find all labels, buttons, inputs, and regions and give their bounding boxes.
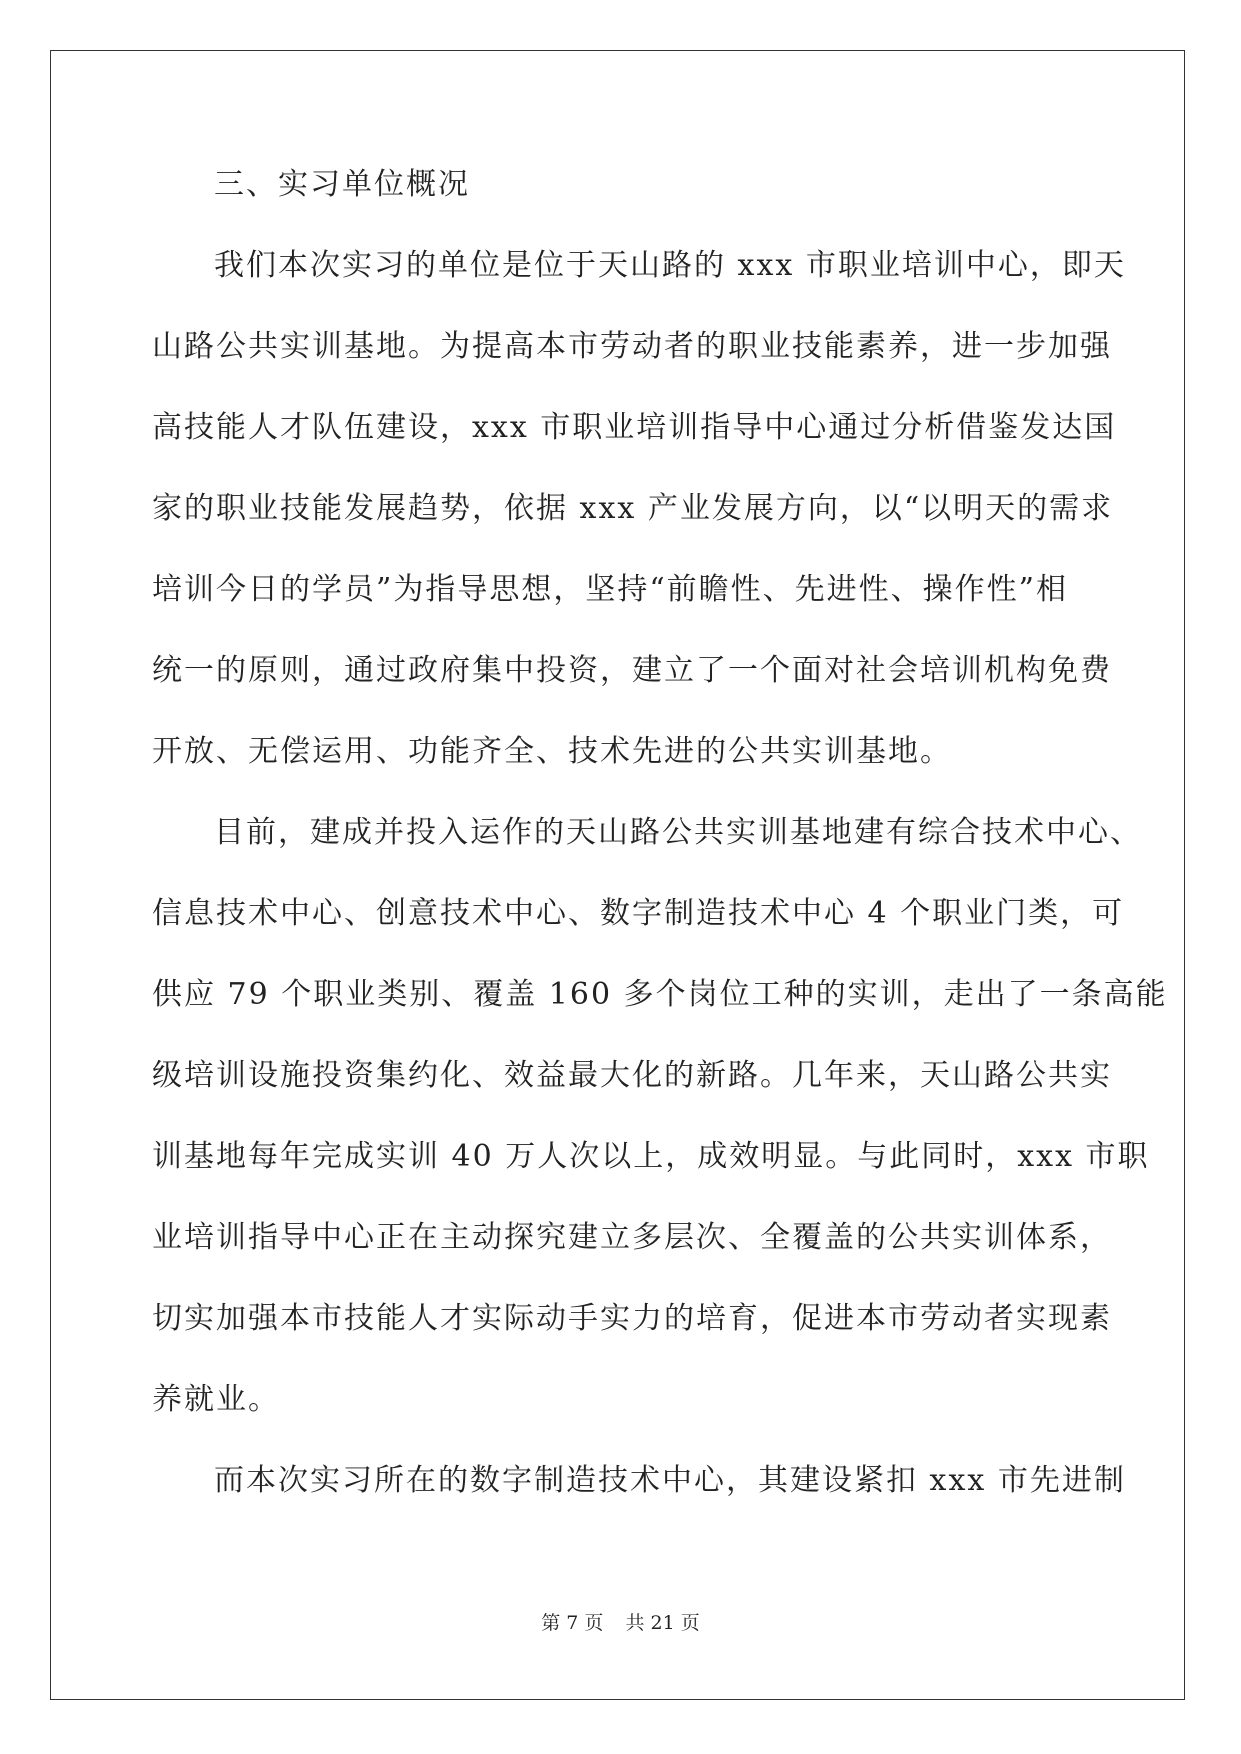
paragraph-line: 业培训指导中心正在主动探究建立多层次、全覆盖的公共实训体系，	[152, 1220, 1112, 1255]
paragraph-line: 山路公共实训基地。为提高本市劳动者的职业技能素养，进一步加强	[152, 329, 1112, 364]
section-heading: 三、实习单位概况	[214, 167, 470, 202]
paragraph-line: 供应 79 个职业类别、覆盖 160 多个岗位工种的实训，走出了一条高能	[152, 977, 1168, 1012]
paragraph-line: 高技能人才队伍建设，xxx 市职业培训指导中心通过分析借鉴发达国	[152, 410, 1117, 445]
document-body	[152, 165, 1168, 1542]
paragraph-line: 信息技术中心、创意技术中心、数字制造技术中心 4 个职业门类，可	[152, 896, 1125, 931]
page-footer	[0, 1608, 1241, 1635]
paragraph-line: 开放、无偿运用、功能齐全、技术先进的公共实训基地。	[152, 734, 952, 769]
paragraph-line: 家的职业技能发展趋势，依据 xxx 产业发展方向，以“以明天的需求	[152, 491, 1114, 526]
paragraph-line: 级培训设施投资集约化、效益最大化的新路。几年来，天山路公共实	[152, 1058, 1112, 1093]
paragraph-line: 而本次实习所在的数字制造技术中心，其建设紧扣 xxx 市先进制	[214, 1463, 1126, 1498]
paragraph-line: 统一的原则，通过政府集中投资，建立了一个面对社会培训机构免费	[152, 653, 1112, 688]
page-number-current: 第 7 页	[541, 1612, 604, 1634]
page-number-total: 共 21 页	[625, 1612, 700, 1634]
paragraph-line: 培训今日的学员”为指导思想，坚持“前瞻性、先进性、操作性”相	[152, 572, 1069, 607]
paragraph-line: 切实加强本市技能人才实际动手实力的培育，促进本市劳动者实现素	[152, 1301, 1112, 1336]
paragraph-line: 目前，建成并投入运作的天山路公共实训基地建有综合技术中心、	[214, 815, 1142, 850]
paragraph-line: 我们本次实习的单位是位于天山路的 xxx 市职业培训中心，即天	[214, 248, 1126, 283]
paragraph-line: 养就业。	[152, 1382, 280, 1417]
paragraph-line: 训基地每年完成实训 40 万人次以上，成效明显。与此同时，xxx 市职	[152, 1139, 1150, 1174]
